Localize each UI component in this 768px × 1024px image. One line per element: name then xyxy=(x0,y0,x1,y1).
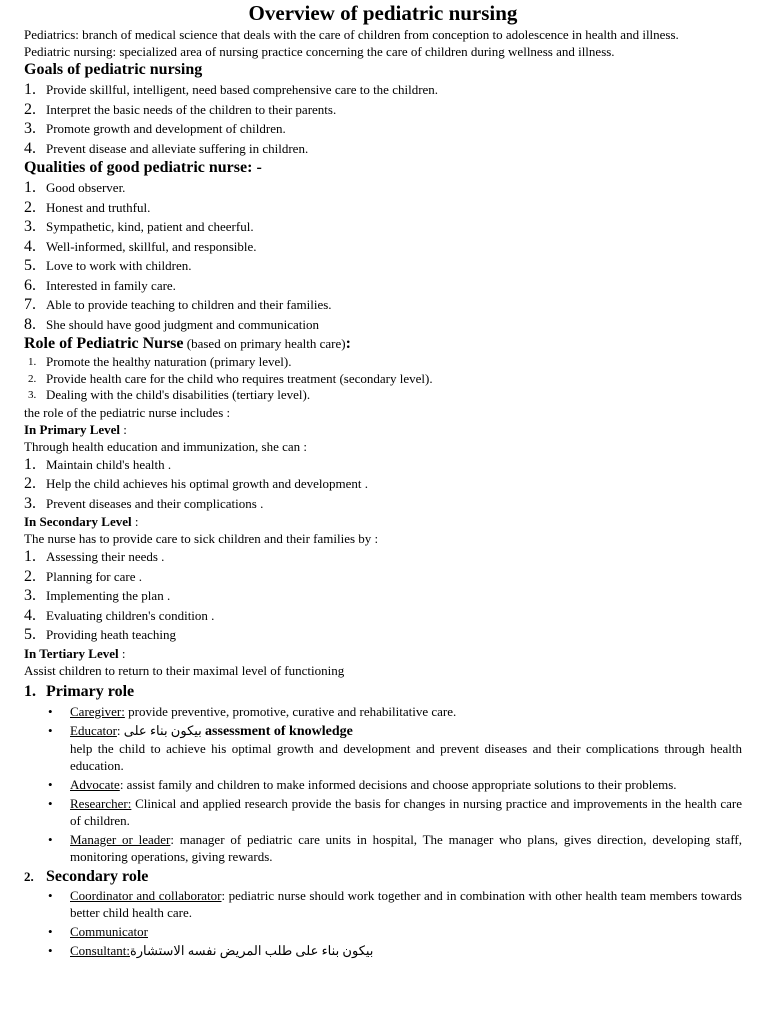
document-page xyxy=(24,0,742,961)
list-item: 1. Promote the healthy naturation (primary level). xyxy=(28,354,292,369)
list-item: 7. Able to provide teaching to children and their families. xyxy=(24,296,332,313)
list-item: 2. Help the child achieves his optimal growth and development . xyxy=(24,475,369,492)
list-item: 1. Maintain child's health . xyxy=(24,455,172,473)
tertiary-level-label: In Tertiary Level : xyxy=(24,645,126,661)
role-heading: Role of Pediatric Nurse (based on primary health care): xyxy=(24,335,351,352)
list-item: 5. Love to work with children. xyxy=(24,257,192,274)
list-item: 4. Prevent disease and alleviate suffering in children. xyxy=(24,139,309,157)
bullet-icon: • xyxy=(48,942,53,958)
primary-level-intro: Through health education and immunization, she can : xyxy=(24,438,308,454)
list-item: 4. Evaluating children's condition . xyxy=(24,606,215,624)
list-item: 2. Honest and truthful. xyxy=(24,198,151,216)
list-item: 4. Well-informed, skillful, and responsible. xyxy=(24,237,257,255)
bullet-icon: • xyxy=(48,831,53,847)
qualities-list xyxy=(24,178,742,334)
list-item: • Educator: بيكون بناء على assessment of knowledge help the child to achieve his optimal growth and development and prevent diseases and their complications through health education. xyxy=(48,722,742,773)
secondary-role-list xyxy=(24,887,742,959)
bullet-icon: • xyxy=(48,776,53,792)
list-item: • Manager or leader: manager of pediatric care units in hospital, The manager who plans, gives direction, developing staff, monitoring operations, giving rewards. xyxy=(48,831,742,864)
primary-role-list xyxy=(24,703,742,865)
list-item: 3. Prevent diseases and their complications . xyxy=(24,494,264,512)
list-item: 3. Sympathetic, kind, patient and cheerful. xyxy=(24,218,254,235)
bullet-icon: • xyxy=(48,795,53,811)
goals-heading: Goals of pediatric nursing xyxy=(24,61,203,78)
list-item: 3. Dealing with the child's disabilities (tertiary level). xyxy=(28,387,311,402)
list-item: 1. Assessing their needs . xyxy=(24,548,165,565)
list-item: • Researcher: Clinical and applied research provide the basis for changes in nursing practice and improvements in the health care of children. xyxy=(48,795,742,828)
qualities-heading: Qualities of good pediatric nurse: - xyxy=(24,159,262,176)
bullet-icon: • xyxy=(48,703,53,719)
pediatric-nursing-definition: Pediatric nursing: specialized area of nursing practice concerning the care of children during wellness and illness. xyxy=(24,44,615,59)
list-item: 1. Good observer. xyxy=(24,179,126,196)
list-item: 5. Providing heath teaching xyxy=(24,626,176,643)
primary-level-label: In Primary Level : xyxy=(24,421,127,437)
goals-list xyxy=(24,80,742,158)
list-item: • Communicator xyxy=(48,923,148,939)
list-item: 3. Promote growth and development of children. xyxy=(24,120,286,137)
bullet-icon: • xyxy=(48,887,53,903)
primary-level-list xyxy=(24,455,742,514)
tertiary-level-intro: Assist children to return to their maximal level of functioning xyxy=(24,662,345,678)
secondary-role-heading: 2. Secondary role xyxy=(24,867,149,885)
list-item: • Coordinator and collaborator: pediatric nurse should work together and in combination with other health team members towards better child health care. xyxy=(48,887,742,920)
secondary-level-intro: The nurse has to provide care to sick children and their families by : xyxy=(24,531,379,546)
pediatrics-definition: Pediatrics: branch of medical science that deals with the care of children from conception to adolescence in health and illness. xyxy=(24,27,679,42)
page-title: Overview of pediatric nursing xyxy=(248,1,518,25)
list-item: • Advocate: assist family and children to make informed decisions and choose appropriate solutions to their problems. xyxy=(48,776,677,792)
list-item: • Caregiver: provide preventive, promotive, curative and rehabilitative care. xyxy=(48,703,457,719)
list-item: 8. She should have good judgment and communication xyxy=(24,315,319,333)
list-item: 3. Implementing the plan . xyxy=(24,587,171,604)
list-item: 2. Provide health care for the child who requires treatment (secondary level). xyxy=(28,370,433,386)
secondary-level-list xyxy=(24,547,742,645)
list-item: 6. Interested in family care. xyxy=(24,276,176,294)
bullet-icon: • xyxy=(48,722,53,738)
primary-role-heading: 1. Primary role xyxy=(24,682,135,700)
secondary-level-label: In Secondary Level : xyxy=(24,514,139,529)
bullet-icon: • xyxy=(48,923,53,939)
list-item: 2. Interpret the basic needs of the children to their parents. xyxy=(24,100,337,118)
list-item: 1. Provide skillful, intelligent, need based comprehensive care to the children. xyxy=(24,81,439,98)
role-levels-list xyxy=(24,354,742,404)
role-includes-text: the role of the pediatric nurse includes : xyxy=(24,404,231,420)
list-item: • Consultant: بيكون بناء على طلب المريض نفسه الاستشارة xyxy=(48,942,377,958)
list-item: 2. Planning for care . xyxy=(24,567,143,585)
